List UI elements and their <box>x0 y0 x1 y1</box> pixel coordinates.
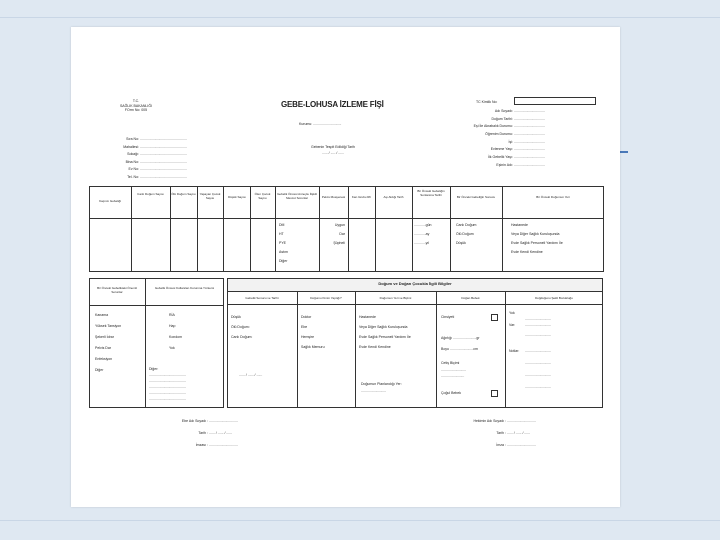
method-item: RİA <box>169 313 175 317</box>
tespit-date: ...... / ..... / ...... <box>321 151 345 155</box>
who-item: Doktor <box>301 315 312 319</box>
history-header: Pelvis Muayenesi <box>321 195 346 199</box>
baby-sex-checkbox[interactable] <box>491 314 498 321</box>
pelvis-item: Şüpheli <box>333 241 345 245</box>
form-document <box>71 27 620 507</box>
personal-label: Eşinin Adı <box>496 162 512 167</box>
personal-info-block <box>426 109 606 171</box>
duration-item: ............yıl <box>414 241 430 245</box>
outcome-item: Canlı Doğum <box>456 223 477 227</box>
problem-item: Pelvis Dar <box>95 346 111 350</box>
problem-item: Kanama <box>95 313 109 317</box>
deformity-dots: ........................... <box>525 385 552 389</box>
outcome-list <box>231 315 252 345</box>
sign-value: : ...... / ...... / ...... <box>206 431 233 435</box>
risk-list <box>279 223 288 268</box>
birth-header: Doğumu Kimin Yaptığı? <box>310 296 342 300</box>
personal-label: İlk Gebelik Yaşı <box>488 155 512 160</box>
birth-header: Doğan Bebek <box>461 296 480 300</box>
tespit-label: Gebenin Tespit Edildiği Tarih <box>310 145 356 149</box>
history-header: Bir Önceki Gebeliğin Sonlanma Tarihi <box>417 189 445 197</box>
tc-label: TC Kimlik No: <box>476 100 498 104</box>
address-dots: ................................................ <box>139 152 187 156</box>
birth-header: Doğduğunu Şekli Bozukluğu <box>535 296 573 300</box>
address-label: Bina No: <box>125 159 139 164</box>
personal-label: Evlenme Yaşı <box>490 147 512 152</box>
personal-dots: : ................................ <box>512 155 546 160</box>
sign-label: İmzası <box>195 443 206 447</box>
sign-label: Ebe Adı Soyadı <box>181 419 206 423</box>
birth-place-list <box>359 315 411 355</box>
who-list <box>301 315 325 355</box>
history-header: Gebelik Öncesi Anneyle İlişkili Mevcut Sorunlar <box>277 192 317 200</box>
personal-dots: : ................................ <box>512 132 546 137</box>
birth-outcome-item: Düşük <box>231 315 241 319</box>
birth-place-item: Veya Diğer Sağlık Kuruluşunda <box>359 325 408 329</box>
birth-outcome-item: Canlı Doğum: <box>231 335 253 339</box>
outcome-item: Ölü Doğum <box>456 232 474 236</box>
baby-sex-label: Cinsiyeti <box>441 315 455 319</box>
risk-item: HT <box>279 232 284 236</box>
place-item: Evde Kendi Kendine <box>511 250 543 254</box>
method-item: Hap <box>169 324 176 328</box>
baby-status-label: Cetiş Biçimi <box>441 361 460 365</box>
deformity-yok: Yok <box>509 311 515 315</box>
sign-label: Tarih <box>198 431 206 435</box>
address-block <box>111 137 241 182</box>
diger-block <box>149 367 186 403</box>
manner-dots: .......................... <box>361 389 387 393</box>
personal-dots: : ................................ <box>512 139 546 144</box>
personal-dots: : ................................ <box>512 109 546 113</box>
personal-label: Öğrenim Durumu <box>485 132 512 137</box>
pelvis-item: Uygun <box>334 223 345 227</box>
history-header: Ölü Doğum Sayısı <box>171 192 196 196</box>
address-dots: ................................................ <box>139 167 187 171</box>
outcome-item: Düşük <box>456 241 466 245</box>
sign-value: : .............................. <box>504 419 537 423</box>
deformity-dots: ........................... <box>525 323 552 327</box>
deformity-dots: ........................... <box>525 349 552 353</box>
risk-item: PYE <box>279 241 287 245</box>
birth-title: Doğum ve Doğan Çocukla İlgili Bilgiler <box>228 279 602 292</box>
multiple-baby-label: Çoğul Bebek <box>441 391 462 395</box>
personal-label: Eşi İle Akrabalık Durumu <box>473 124 512 129</box>
birth-place-item: Evde Sağlık Personeli Yardımı İle <box>359 335 411 339</box>
risk-item: Astım <box>279 250 288 254</box>
diger-dots: ...................................... <box>149 379 186 383</box>
address-label: Sıra No: <box>126 137 139 141</box>
personal-label: Adı Soyadı <box>494 109 512 113</box>
sign-value: : .............................. <box>504 443 537 447</box>
address-label: Mahallesi: <box>123 144 139 149</box>
deformity-notes: Notlar: <box>509 349 520 353</box>
history-header: Canlı Doğum Sayısı <box>137 192 164 196</box>
deformity-dots: ........................... <box>525 361 552 365</box>
who-item: Sağlık Memuru <box>301 345 325 349</box>
problem-item: Yüksek Tansiyon <box>95 324 122 328</box>
diger-label: Diğer: <box>149 367 159 371</box>
sign-value: : ...... / ...... / ...... <box>504 431 531 435</box>
deformity-dots: ........................... <box>525 333 552 337</box>
problem-item: Diğer <box>95 368 104 372</box>
duration-item: ............ay <box>414 232 430 236</box>
pelvis-item: Dar <box>339 232 345 236</box>
ministry-line-1: T.C. <box>132 99 140 103</box>
birth-header: Doğumun Yeri ve Biçimi <box>379 296 412 300</box>
deformity-var: Var: <box>509 323 516 327</box>
history-header: Bir Önceki Doğumun Yeri <box>536 195 570 199</box>
sign-value: : .............................. <box>206 443 239 447</box>
personal-label: Doğum Tarihi <box>491 116 512 121</box>
prev-place-list <box>511 223 563 259</box>
problem-item: Şekerli İdrar <box>95 335 114 339</box>
midwife-signature-block <box>166 419 238 455</box>
deformity-dots: ........................... <box>525 317 552 321</box>
history-header: Aşı Aldığı Tarih <box>383 195 404 199</box>
baby-status-dots: .......................... <box>441 368 467 372</box>
deformity-dots: ........................... <box>525 373 552 377</box>
history-header: Yaşayan Çocuk Sayısı <box>199 192 221 200</box>
baby-status-dots: ........................ <box>441 374 465 378</box>
method-item: Yok <box>169 346 175 350</box>
who-item: Ebe <box>301 325 308 329</box>
birth-place-item: Evde Kendi Kendine <box>359 345 391 349</box>
address-dots: ................................................ <box>139 144 187 149</box>
personal-dots: : ................................ <box>512 147 546 152</box>
baby-height: Boyu ........................cm <box>441 347 478 351</box>
problem-item: Enfeksiyon <box>95 357 113 361</box>
diger-dots: ...................................... <box>149 391 186 395</box>
birth-place-item: Hastanede <box>359 315 376 319</box>
address-label: Ev No: <box>128 167 139 171</box>
ministry-block <box>101 99 171 113</box>
address-dots: ................................................ <box>139 137 187 141</box>
methods-header: Gebelik Öncesi Kullanılan Korunma Yöntemi <box>154 286 215 290</box>
birth-header: Gebelik Sonucu ve Tarihi <box>245 296 279 300</box>
prev-outcome-list <box>456 223 476 250</box>
personal-dots: : ................................ <box>512 162 546 167</box>
duration-item: ............gün <box>414 223 432 227</box>
sign-label: Tarih <box>496 431 504 435</box>
ministry-line-3: FOrm No: 005 <box>124 108 148 112</box>
birth-outcome-item: Ölü Doğum: <box>231 325 250 329</box>
address-dots: ................................................ <box>139 174 187 179</box>
diger-dots: ...................................... <box>149 385 186 389</box>
diger-dots: ...................................... <box>149 373 186 377</box>
place-item: Veya Diğer Sağlık Kuruluşunda <box>511 232 560 236</box>
personal-dots: : ................................ <box>512 124 546 129</box>
slide-bottom-line <box>0 520 720 521</box>
multiple-baby-checkbox[interactable] <box>491 390 498 397</box>
methods-list <box>169 313 182 357</box>
outcome-date: ...... / ...... / ...... <box>239 373 263 377</box>
sign-label: Hekimin Adı Soyadı <box>473 419 504 423</box>
history-header: Kan Grubu Rh <box>351 195 372 199</box>
who-item: Hemşire <box>301 335 315 339</box>
problems-header: Bir Önceki Gebelikteki Önemli Sorunlar <box>97 286 137 294</box>
risk-item: DM <box>279 223 285 227</box>
slide-accent-dash <box>620 151 628 153</box>
sign-value: : .............................. <box>206 419 239 423</box>
kurumu-field: Kurumu: ............................. <box>299 122 342 126</box>
place-item: Evde Sağlık Personeli Yardımı İle <box>511 241 563 245</box>
doctor-signature-block <box>446 419 536 455</box>
history-header: Düşük Sayısı <box>228 195 246 199</box>
risk-item: Diğer <box>279 259 288 263</box>
pelvis-list <box>321 223 345 250</box>
manner-label: Doğumun Planlandığı Yer: <box>361 382 402 386</box>
diger-dots: ...................................... <box>149 397 186 401</box>
personal-label: İşi <box>508 139 512 144</box>
address-label: Sokağı: <box>127 152 139 156</box>
form-title: GEBE-LOHUSA İZLEME FİŞİ <box>281 100 384 109</box>
slide-top-line <box>0 17 720 18</box>
tc-input-box[interactable] <box>514 97 596 105</box>
history-header: Ölen Çocuk Sayısı <box>254 192 271 200</box>
baby-weight: Ağırlığı ........................gr <box>441 336 480 340</box>
address-label: Tel. No: <box>127 174 139 179</box>
history-header: Kaçıncı Gebeliği <box>99 199 121 203</box>
personal-dots: : ................................ <box>512 116 546 121</box>
prev-duration-list <box>414 223 432 250</box>
ministry-line-2: SAĞLIK BAKANLIĞI <box>119 103 153 108</box>
problems-list <box>95 313 121 379</box>
place-item: Hastanede <box>511 223 528 227</box>
method-item: Kondom <box>169 335 183 339</box>
history-header: Bir Önceki Gebeliğin Sonucu <box>456 195 496 199</box>
address-dots: ................................................ <box>139 159 187 164</box>
sign-label: İmza <box>496 443 504 447</box>
